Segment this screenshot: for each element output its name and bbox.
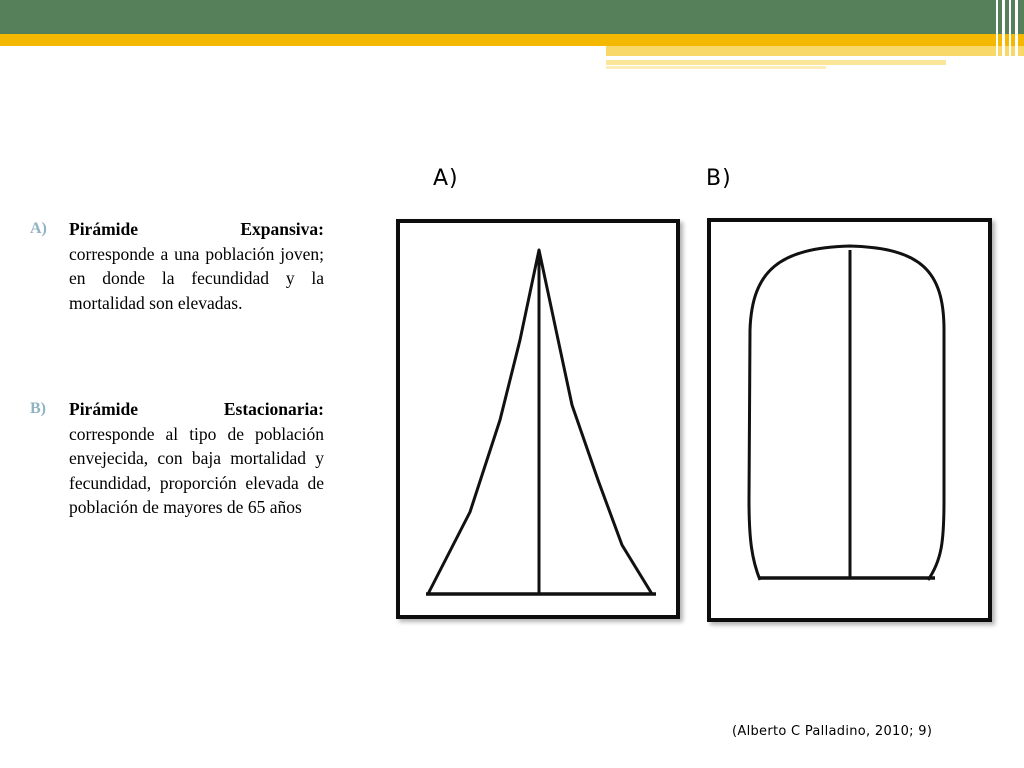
item-marker: A) <box>30 220 47 237</box>
item-title: Pirámide Expansiva: <box>69 219 324 239</box>
item-marker: B) <box>30 400 46 417</box>
panel-b-stationary-pyramid <box>709 220 990 620</box>
citation: (Alberto C Palladino, 2010; 9) <box>732 724 933 739</box>
panel-label-b: B) <box>706 166 732 191</box>
panel-label-a: A) <box>433 166 459 191</box>
panel-a-expansive-pyramid <box>398 221 678 617</box>
item-title: Pirámide Estacionaria: <box>69 399 324 419</box>
item-description: corresponde a una población joven; en donde la fecundidad y la mortalidad son elevadas. <box>69 243 324 313</box>
item-description: corresponde al tipo de población envejecida, con baja mortalidad y fecundidad, proporción elevada de población de mayores de 65 años <box>69 423 324 517</box>
